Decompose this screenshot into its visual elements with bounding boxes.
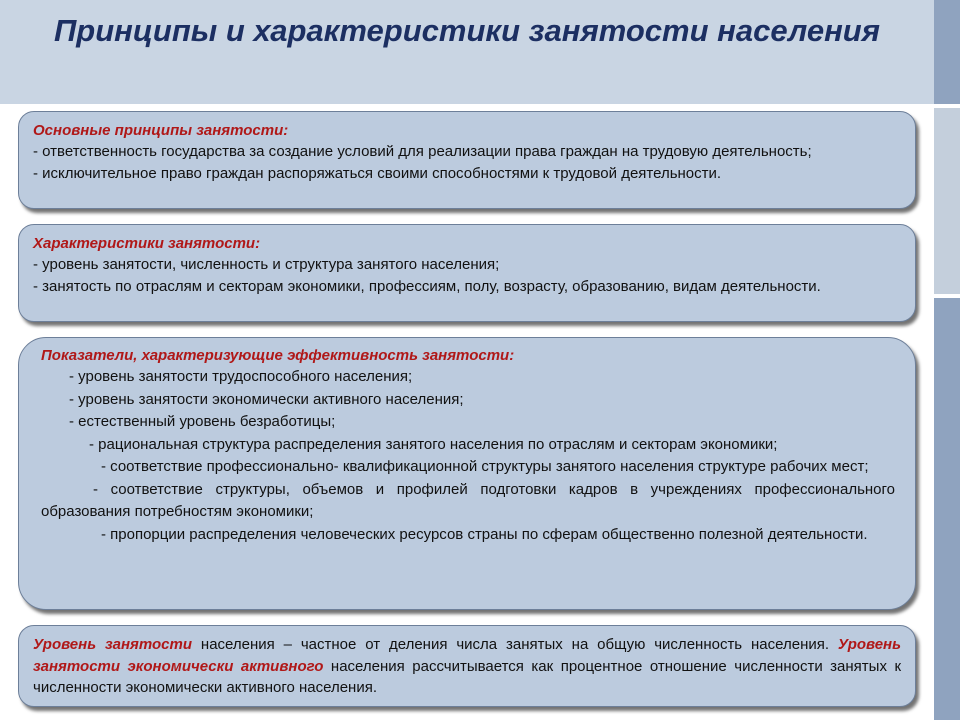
characteristics-item: - занятость по отраслям и секторам экономики, профессиям, полу, возрасту, образованию, видам деятельности. [33,277,821,295]
employment-level-box [18,625,916,707]
page-title: Принципы и характеристики занятости населения [54,13,880,48]
characteristics-heading: Характеристики занятости: [33,235,261,252]
indicators-item: - пропорции распределения человеческих ресурсов страны по сферам общественно полезной деятельности. [101,525,868,543]
side-stripe-top [934,0,960,104]
principles-heading: Основные принципы занятости: [33,122,289,139]
characteristics-item: - уровень занятости, численность и структура занятого населения; [33,256,500,273]
principles-item: - исключительное право граждан распоряжаться своими способностями к трудовой деятельности. [33,164,722,182]
indicators-heading: Показатели, характеризующие эффективность занятости: [41,347,515,364]
indicators-item: - рациональная структура распределения занятого населения по отраслям и секторам экономики; [89,435,778,453]
indicators-item: - соответствие профессионально- квалификационной структуры занятого населения структуре рабочих мест; [101,458,869,475]
principles-item: - ответственность государства за создание условий для реализации права граждан на трудовую деятельность; [33,143,812,160]
indicators-box [18,337,916,610]
employment-level-definition [33,634,901,699]
indicators-item: - соответствие структуры, объемов и профилей подготовки кадров в учреждениях профессионального образования потребностям экономики; [41,480,895,520]
term-active-employment-level: Уровень занятости экономически активного [33,636,902,675]
characteristics-box [18,224,916,322]
indicators-item: - уровень занятости трудоспособного населения; [69,368,413,385]
side-stripe-bottom [934,298,960,720]
indicators-item: - естественный уровень безработицы; [69,413,336,430]
indicators-item: - уровень занятости экономически активного населения; [69,390,464,408]
definition-text-1: населения – частное от деления числа занятых на общую численность населения. [192,636,838,653]
term-employment-level: Уровень занятости [33,636,193,653]
side-stripe-middle [934,108,960,294]
definition-text-2: населения рассчитывается как процентное отношение численности занятых к численности экономически активного населения. [33,657,902,696]
principles-box [18,111,916,209]
